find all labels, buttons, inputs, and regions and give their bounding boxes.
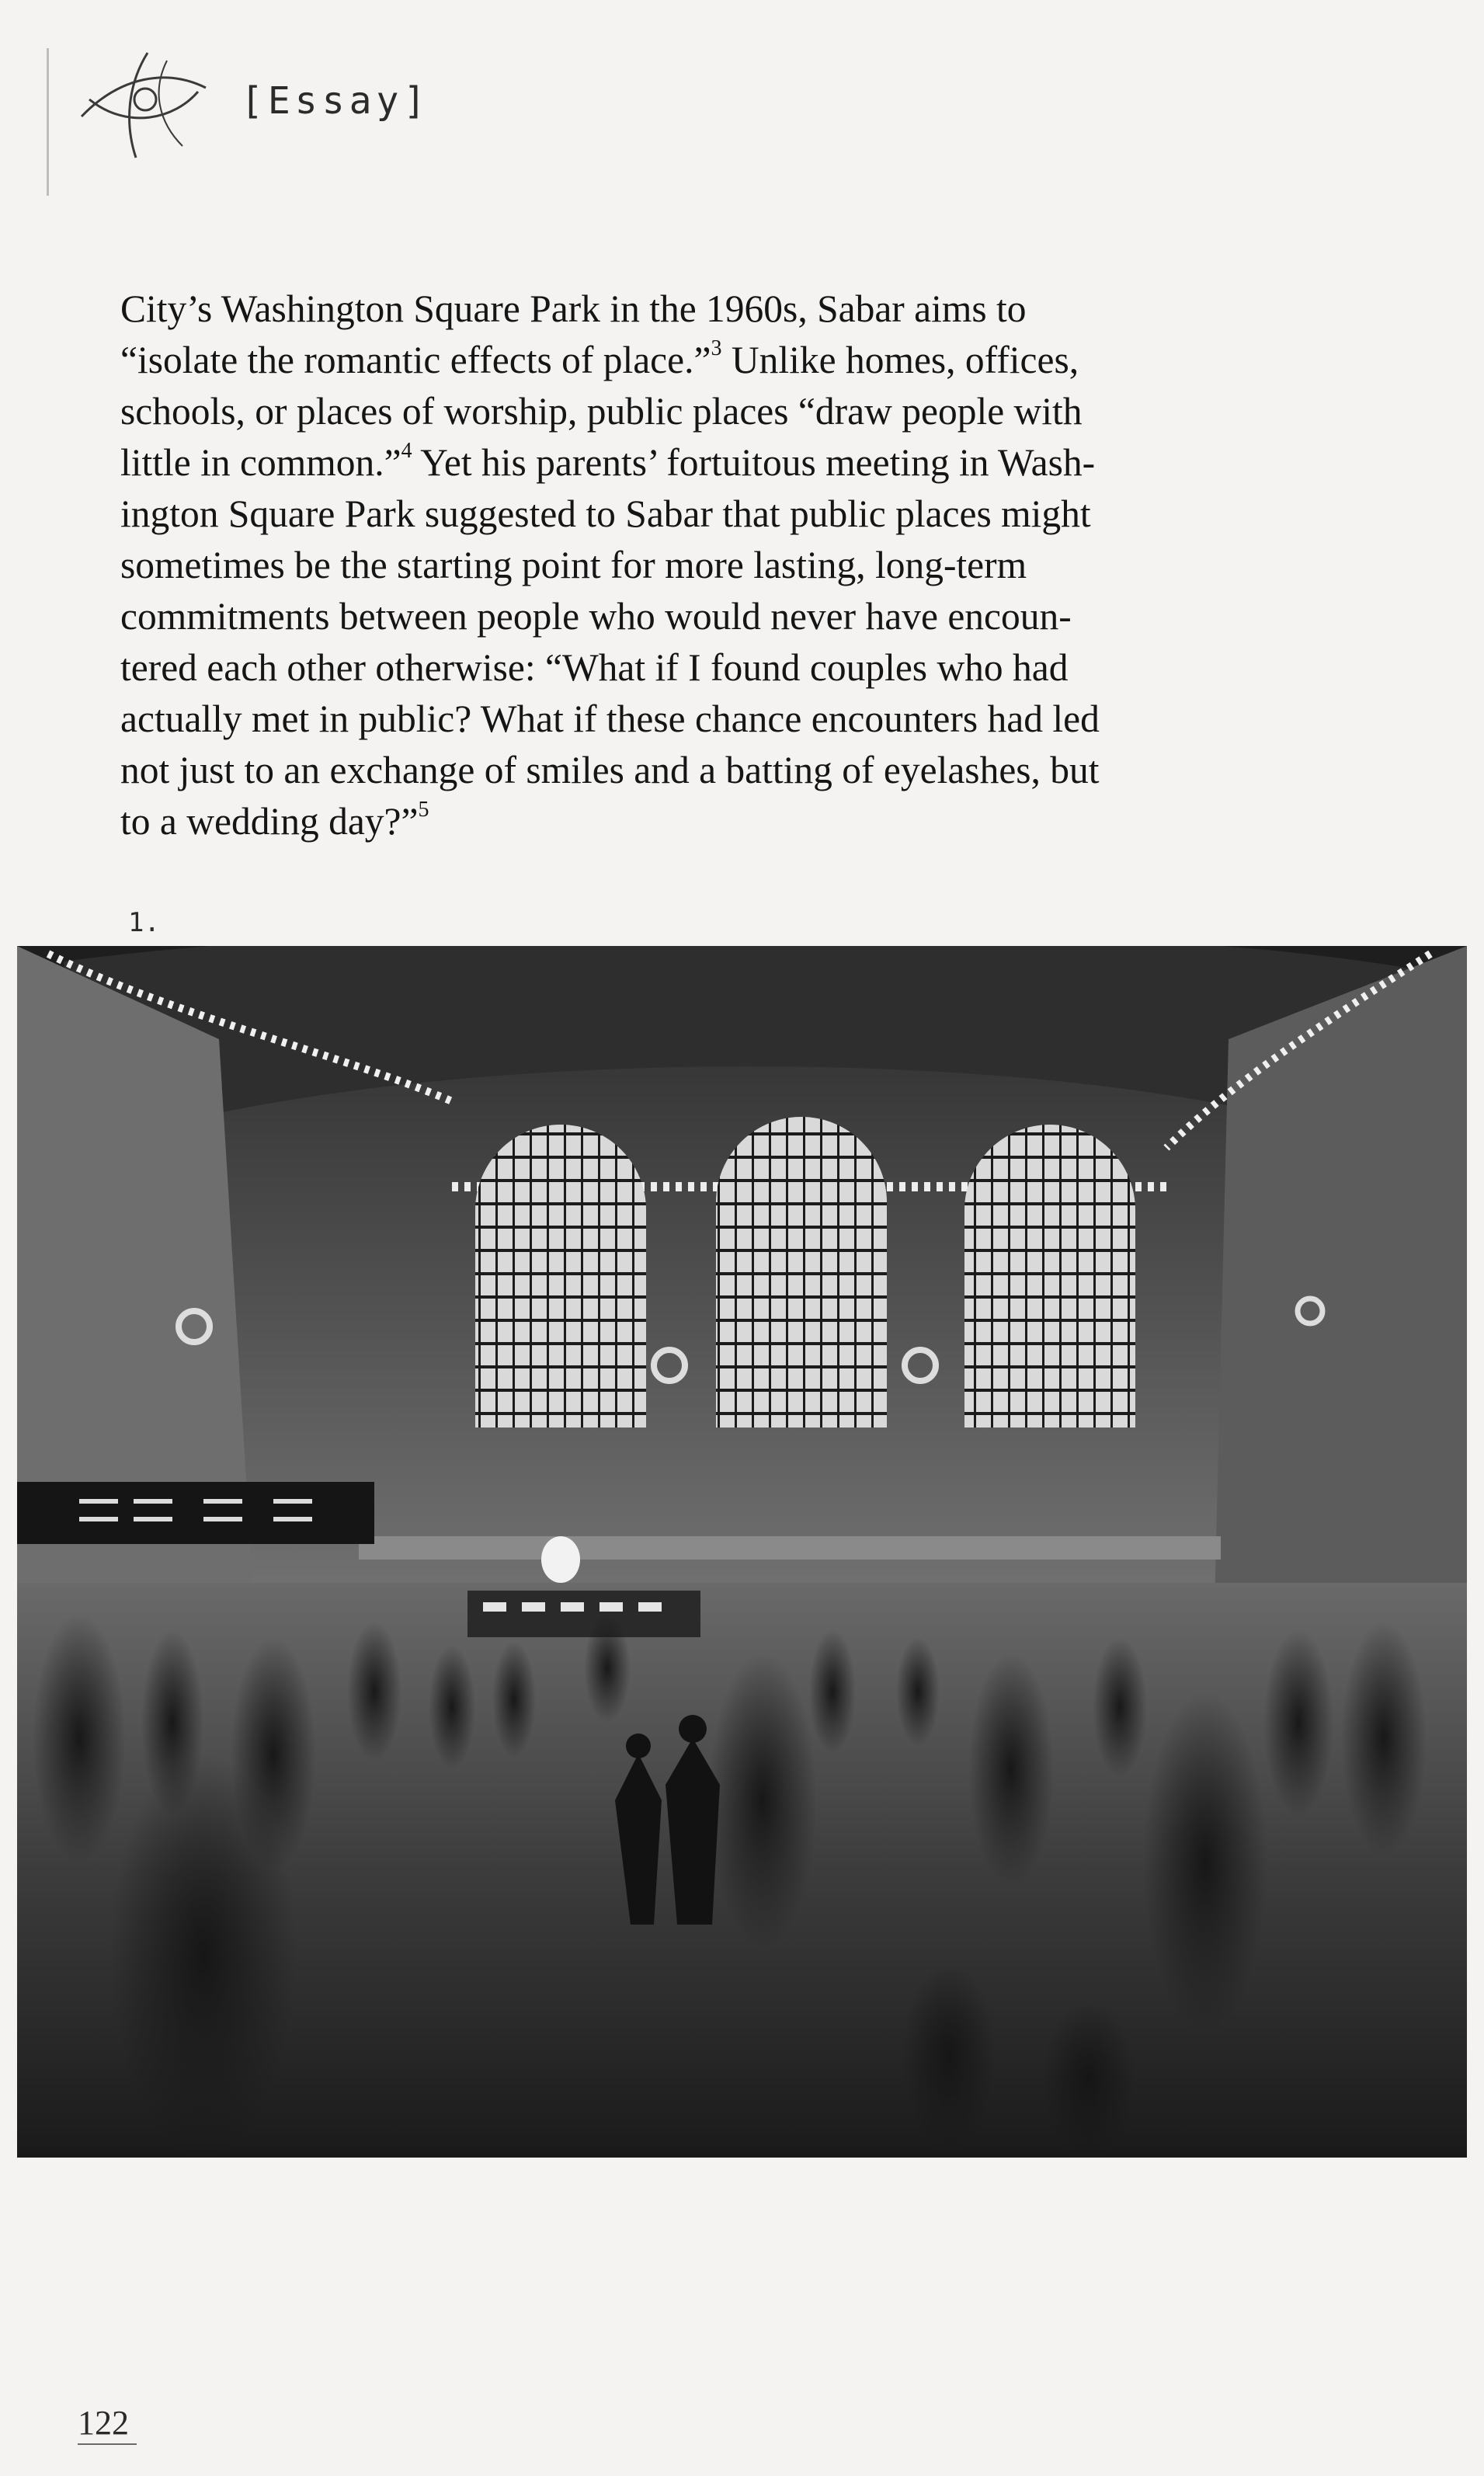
text-line: tered each other otherwise: “What if I found couples who had bbox=[120, 646, 1069, 689]
header-rule bbox=[47, 48, 49, 196]
text-line: little in common.”$^4$ Yet his parents’ fortuitous meeting in Wash- bbox=[120, 439, 1096, 484]
grand-central-photo bbox=[17, 946, 1467, 2158]
text-line: to a wedding day?”$^5$ bbox=[120, 798, 429, 843]
footnote-ref: 4 bbox=[401, 439, 412, 463]
footnote-ref: 3 bbox=[711, 336, 722, 360]
section-label: [Essay] bbox=[241, 79, 431, 123]
essay-body bbox=[120, 283, 1363, 847]
flourish-logo-icon bbox=[74, 45, 214, 162]
text-line: sometimes be the starting point for more lasting, long-term bbox=[120, 544, 1027, 586]
text-line: commitments between people who would never have encoun- bbox=[120, 595, 1072, 638]
footnote-ref: 5 bbox=[418, 798, 429, 822]
page-number: 122 bbox=[78, 2404, 129, 2442]
text-line: City’s Washington Square Park in the 1960s, Sabar aims to bbox=[120, 287, 1027, 330]
text-line: schools, or places of worship, public places “draw people with bbox=[120, 390, 1083, 433]
text-line: “isolate the romantic effects of place.”$^3$ Unlike homes, offices, bbox=[120, 336, 1079, 381]
text-line: actually met in public? What if these chance encounters had led bbox=[120, 697, 1100, 740]
figure-label: 1. bbox=[128, 907, 160, 938]
text-line: ington Square Park suggested to Sabar that public places might bbox=[120, 492, 1091, 535]
page-number-rule bbox=[78, 2443, 137, 2445]
text-line: not just to an exchange of smiles and a batting of eyelashes, but bbox=[120, 749, 1100, 791]
